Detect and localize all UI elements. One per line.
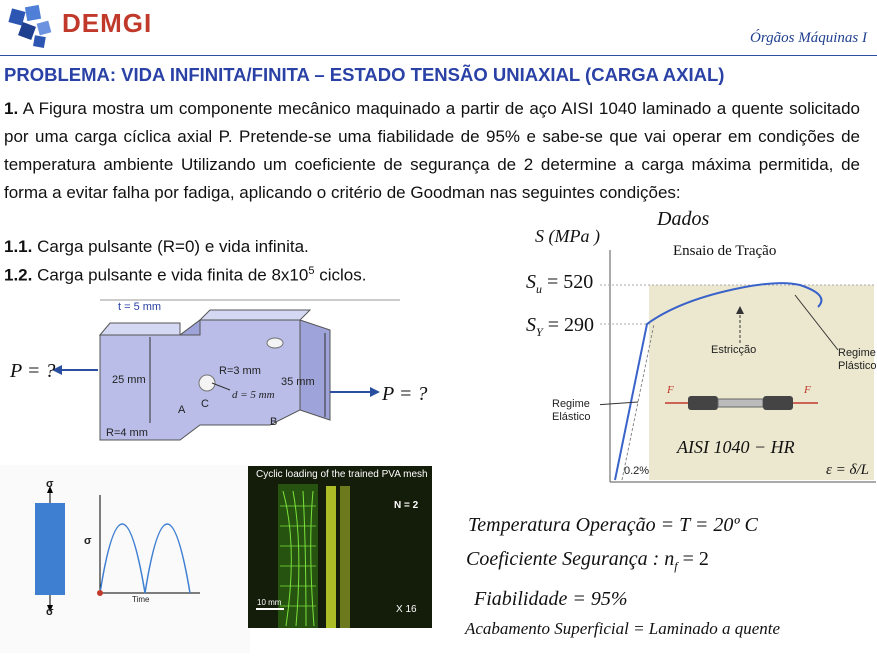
surface-finish-line: Acabamento Superficial = Laminado a quente	[465, 619, 781, 638]
item-1-2-text-a: Carga pulsante e vida finita de 8x10	[37, 265, 309, 285]
time-axis-label: Time	[132, 595, 150, 604]
point-a-label: A	[178, 404, 186, 416]
regime-elastico-label-2: Elástico	[552, 411, 591, 423]
point-c-label: C	[201, 398, 209, 410]
item-1-2	[4, 265, 366, 286]
temperature-line: Temperatura Operação = T = 20º C	[468, 514, 758, 536]
mesh-scale-label: 10 mm	[257, 598, 282, 607]
reliability-line: Fiabilidade = 95%	[474, 588, 628, 610]
load-left-label: P = ?	[10, 360, 56, 382]
regime-plastico-label-1: Regime	[838, 347, 876, 359]
dim-35-label: 35 mm	[281, 376, 315, 388]
su-subscript: u	[536, 282, 542, 296]
problem-number: 1.	[4, 99, 19, 118]
item-1-1-text: Carga pulsante (R=0) e vida infinita.	[37, 237, 309, 256]
stress-axis-label: S (MPa )	[535, 226, 600, 246]
item-1-1	[4, 237, 309, 257]
strain-label: ε = δ/L	[826, 462, 870, 478]
mesh-n-label: N = 2	[394, 500, 419, 511]
sigma-time-plot	[0, 465, 250, 653]
mesh-caption: Cyclic loading of the trained PVA mesh	[256, 469, 428, 480]
su-value: = 520	[542, 271, 594, 293]
safety-subscript: f	[674, 559, 678, 573]
sigma-bottom-label: σ	[46, 606, 54, 618]
su-symbol: S	[526, 271, 536, 293]
item-1-1-number: 1.1.	[4, 237, 33, 256]
course-name: Órgãos Máquinas I	[750, 30, 867, 46]
material-label: AISI 1040 − HR	[677, 437, 795, 457]
thickness-label: t = 5 mm	[118, 301, 162, 313]
sigma-axis-label: σ	[84, 535, 92, 547]
item-1-2-number: 1.2.	[4, 265, 33, 285]
ultimate-strength	[526, 271, 593, 297]
safety-factor-line	[466, 548, 709, 574]
radius-4-label: R=4 mm	[106, 427, 148, 439]
safety-text: Coeficiente Segurança : n	[466, 548, 675, 570]
item-1-2-exponent: 5	[308, 265, 315, 277]
problem-text: A Figura mostra um componente mecânico maquinado a partir de aço AISI 1040 laminado a quente solicitado por uma carga cíclica axial P. Pretende-se uma fiabilidade de 95% e sabe-se que vai operar em condições de temperatura ambiente Utilizando um coeficiente de segurança de 2 determine a carga máxima permitida, de forma a evitar falha por fadiga, aplicando o critério de Goodman nas seguintes condições:	[4, 99, 860, 202]
sy-symbol: S	[526, 314, 536, 336]
diameter-label: d = 5 mm	[232, 389, 275, 401]
header-divider	[0, 55, 877, 56]
safety-value: = 2	[677, 548, 709, 570]
sy-subscript: Y	[536, 325, 543, 339]
problem-title: PROBLEMA: VIDA INFINITA/FINITA – ESTADO TENSÃO UNIAXIAL (CARGA AXIAL)	[4, 64, 725, 85]
dim-25-label: 25 mm	[112, 374, 146, 386]
load-right-label: P = ?	[382, 383, 428, 405]
regime-plastico-label-2: Plástico	[838, 360, 877, 372]
offset-label: 0.2%	[624, 465, 650, 477]
logo-cubes-icon	[6, 4, 62, 50]
cyclic-load-figure	[0, 465, 250, 653]
item-1-2-text-b: ciclos.	[314, 265, 367, 285]
point-b-label: B	[270, 416, 278, 428]
sy-value: = 290	[542, 314, 594, 336]
estriccao-label: Estricção	[711, 344, 757, 356]
force-right-label: F	[804, 384, 811, 396]
logo	[6, 4, 62, 50]
radius-3-label: R=3 mm	[219, 365, 261, 377]
test-title: Ensaio de Tração	[673, 243, 777, 259]
yield-strength	[526, 314, 594, 340]
sigma-top-label: σ	[46, 478, 54, 490]
logo-text: DEMGI	[62, 8, 153, 38]
regime-elastico-label-1: Regime	[552, 398, 590, 410]
dados-heading: Dados	[657, 208, 710, 230]
problem-statement	[4, 95, 860, 207]
mesh-zoom-label: X 16	[396, 604, 417, 615]
force-left-label: F	[667, 384, 674, 396]
